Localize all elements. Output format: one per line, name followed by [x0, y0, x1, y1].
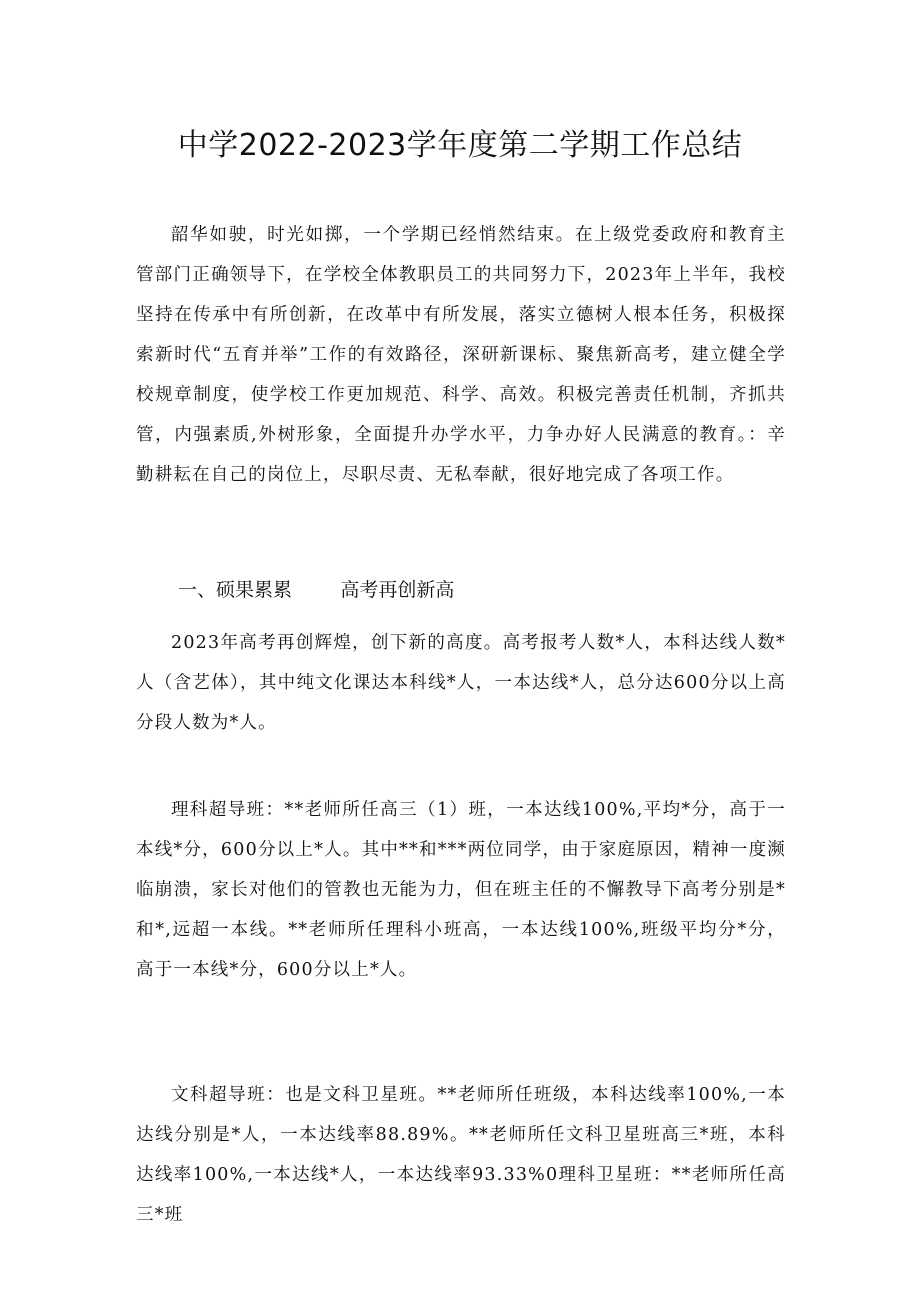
document-title: 中学2022-2023学年度第二学期工作总结 — [177, 128, 743, 163]
intro-paragraph: 韶华如驶，时光如掷，一个学期已经悄然结束。在上级党委政府和教育主管部门正确领导下，在学校全体教职员工的共同努力下，2023年上半年，我校坚持在传承中有所创新，在改革中有所发展，落实立德树人根本任务，积极探索新时代“五育并举”工作的有效路径，深研新课标、聚焦新高考，建立健全学校规章制度，使学校工作更加规范、科学、高效。积极完善责任机制，齐抓共管，内强素质,外树形象，全面提升办学水平，力争办好人民满意的教育。：辛勤耕耘在自己的岗位上，尽职尽责、无私奉献，很好地完成了各项工作。 — [136, 225, 786, 485]
exam-results-paragraph: 2023年高考再创辉煌，创下新的高度。高考报考人数*人，本科达线人数*人（含艺体），其中纯文化课达本科线*人，一本达线*人，总分达600分以上高分段人数为*人。 — [136, 633, 786, 733]
arts-class-paragraph: 文科超导班：也是文科卫星班。**老师所任班级，本科达线率100%,一本达线分别是*人，一本达线率88.89%。**老师所任文科卫星班高三*班，本科达线率100%,一本达线*人，一本达线率93.33%0理科卫星班：**老师所任高三*班 — [136, 1085, 786, 1225]
section-heading: 一、硕果累累 高考再创新高 — [178, 579, 455, 601]
science-class-paragraph: 理科超导班：**老师所任高三（1）班，一本达线100%,平均*分，高于一本线*分，600分以上*人。其中**和***两位同学，由于家庭原因，精神一度濒临崩溃，家长对他们的管教也无能为力，但在班主任的不懈教导下高考分别是*和*,远超一本线。**老师所任理科小班高，一本达线100%,班级平均分*分，高于一本线*分，600分以上*人。 — [136, 800, 786, 980]
